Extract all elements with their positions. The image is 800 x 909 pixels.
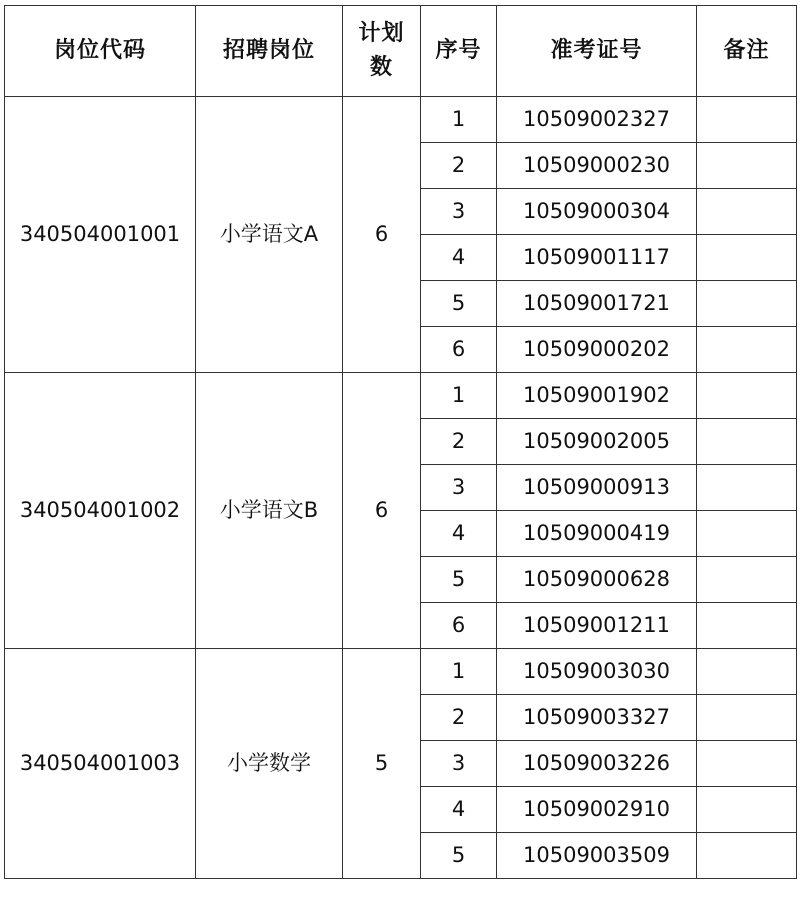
remarks-cell xyxy=(697,603,797,649)
table-row xyxy=(5,373,797,419)
header-position-code: 岗位代码 xyxy=(5,6,196,97)
recruitment-roster-table xyxy=(4,5,797,879)
planned-count-cell: 6 xyxy=(343,373,421,649)
ticket-number-cell: 10509001902 xyxy=(497,373,697,419)
remarks-cell xyxy=(697,465,797,511)
sequence-cell: 1 xyxy=(421,649,497,695)
position-name-cell: 小学语文A xyxy=(196,97,343,373)
remarks-cell xyxy=(697,511,797,557)
sequence-cell: 2 xyxy=(421,695,497,741)
remarks-cell xyxy=(697,281,797,327)
sequence-cell: 4 xyxy=(421,511,497,557)
sequence-cell: 4 xyxy=(421,787,497,833)
header-sequence: 序号 xyxy=(421,6,497,97)
sequence-cell: 1 xyxy=(421,373,497,419)
ticket-number-cell: 10509003327 xyxy=(497,695,697,741)
sequence-cell: 6 xyxy=(421,603,497,649)
sequence-cell: 2 xyxy=(421,419,497,465)
sequence-cell: 5 xyxy=(421,557,497,603)
remarks-cell xyxy=(697,649,797,695)
ticket-number-cell: 10509003509 xyxy=(497,833,697,879)
remarks-cell xyxy=(697,97,797,143)
table-row xyxy=(5,649,797,695)
remarks-cell xyxy=(697,235,797,281)
header-remarks: 备注 xyxy=(697,6,797,97)
header-row xyxy=(5,6,797,97)
table-row xyxy=(5,97,797,143)
ticket-number-cell: 10509003030 xyxy=(497,649,697,695)
ticket-number-cell: 10509000230 xyxy=(497,143,697,189)
position-code-cell: 340504001003 xyxy=(5,649,196,879)
remarks-cell xyxy=(697,695,797,741)
table-body xyxy=(5,97,797,879)
ticket-number-cell: 10509000419 xyxy=(497,511,697,557)
position-code-cell: 340504001002 xyxy=(5,373,196,649)
planned-count-cell: 6 xyxy=(343,97,421,373)
ticket-number-cell: 10509000628 xyxy=(497,557,697,603)
sequence-cell: 5 xyxy=(421,833,497,879)
ticket-number-cell: 10509001721 xyxy=(497,281,697,327)
remarks-cell xyxy=(697,143,797,189)
position-name-cell: 小学数学 xyxy=(196,649,343,879)
header-planned-count-line2: 数 xyxy=(369,55,393,80)
sequence-cell: 5 xyxy=(421,281,497,327)
sequence-cell: 3 xyxy=(421,465,497,511)
ticket-number-cell: 10509001117 xyxy=(497,235,697,281)
remarks-cell xyxy=(697,327,797,373)
position-name-cell: 小学语文B xyxy=(196,373,343,649)
header-planned-count-line1: 计划 xyxy=(358,21,405,46)
sequence-cell: 2 xyxy=(421,143,497,189)
header-ticket-number: 准考证号 xyxy=(497,6,697,97)
ticket-number-cell: 10509000304 xyxy=(497,189,697,235)
sequence-cell: 3 xyxy=(421,741,497,787)
ticket-number-cell: 10509003226 xyxy=(497,741,697,787)
ticket-number-cell: 10509000202 xyxy=(497,327,697,373)
table-header xyxy=(5,6,797,97)
position-code-cell: 340504001001 xyxy=(5,97,196,373)
remarks-cell xyxy=(697,189,797,235)
remarks-cell xyxy=(697,741,797,787)
ticket-number-cell: 10509002910 xyxy=(497,787,697,833)
remarks-cell xyxy=(697,419,797,465)
ticket-number-cell: 10509002005 xyxy=(497,419,697,465)
sequence-cell: 4 xyxy=(421,235,497,281)
planned-count-cell: 5 xyxy=(343,649,421,879)
ticket-number-cell: 10509002327 xyxy=(497,97,697,143)
header-position-name: 招聘岗位 xyxy=(196,6,343,97)
header-planned-count xyxy=(343,6,421,97)
remarks-cell xyxy=(697,833,797,879)
sequence-cell: 1 xyxy=(421,97,497,143)
ticket-number-cell: 10509000913 xyxy=(497,465,697,511)
ticket-number-cell: 10509001211 xyxy=(497,603,697,649)
remarks-cell xyxy=(697,373,797,419)
remarks-cell xyxy=(697,787,797,833)
sequence-cell: 3 xyxy=(421,189,497,235)
sequence-cell: 6 xyxy=(421,327,497,373)
remarks-cell xyxy=(697,557,797,603)
